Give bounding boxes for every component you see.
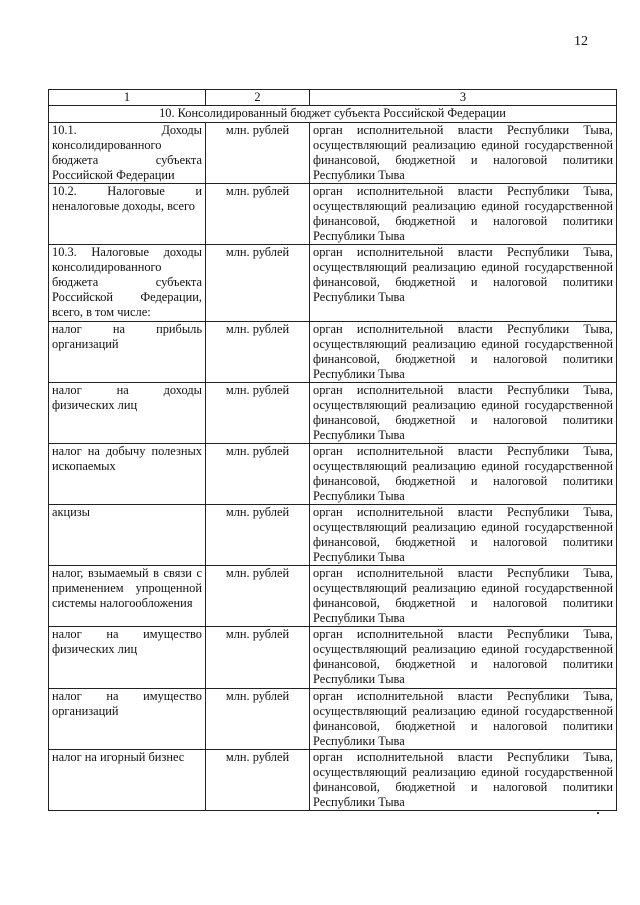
table-row — [49, 505, 617, 566]
responsible-body: орган исполнительной власти Республики Тыва, осуществляющий реализацию единой государственной финансовой, бюджетной и налоговой политики Республики Тыва — [310, 750, 617, 811]
section-title: 10. Консолидированный бюджет субъекта Российской Федерации — [49, 106, 617, 123]
table-row — [49, 123, 617, 184]
responsible-body: орган исполнительной власти Республики Тыва, осуществляющий реализацию единой государственной финансовой, бюджетной и налоговой политики Республики Тыва — [310, 566, 617, 627]
unit-of-measure: млн. рублей — [206, 123, 310, 184]
responsible-body: орган исполнительной власти Республики Тыва, осуществляющий реализацию единой государственной финансовой, бюджетной и налоговой политики Республики Тыва — [310, 627, 617, 689]
responsible-body: орган исполнительной власти Республики Тыва, осуществляющий реализацию единой государственной финансовой, бюджетной и налоговой политики Республики Тыва — [310, 444, 617, 505]
indicator-name: налог на добычу полезных ископаемых — [49, 444, 206, 505]
table-row — [49, 750, 617, 811]
table-row — [49, 566, 617, 627]
responsible-body: орган исполнительной власти Республики Тыва, осуществляющий реализацию единой государственной финансовой, бюджетной и налоговой политики Республики Тыва — [310, 383, 617, 444]
unit-of-measure: млн. рублей — [206, 505, 310, 566]
indicator-name: налог на доходы физических лиц — [49, 383, 206, 444]
unit-of-measure: млн. рублей — [206, 444, 310, 505]
unit-of-measure: млн. рублей — [206, 750, 310, 811]
responsible-body: орган исполнительной власти Республики Тыва, осуществляющий реализацию единой государственной финансовой, бюджетной и налоговой политики Республики Тыва — [310, 505, 617, 566]
unit-of-measure: млн. рублей — [206, 383, 310, 444]
page-number: 12 — [574, 34, 588, 49]
unit-of-measure: млн. рублей — [206, 184, 310, 245]
section-row — [49, 106, 617, 123]
indicator-name: 10.3. Налоговые доходы консолидированного бюджета субъекта Российской Федерации, всего, в том числе: — [49, 245, 206, 322]
indicator-name: налог на имущество организаций — [49, 689, 206, 750]
table-row — [49, 444, 617, 505]
column-number-1: 1 — [49, 90, 206, 106]
indicator-name: налог на прибыль организаций — [49, 322, 206, 383]
table-row — [49, 322, 617, 383]
unit-of-measure: млн. рублей — [206, 245, 310, 322]
unit-of-measure: млн. рублей — [206, 627, 310, 689]
table-row — [49, 383, 617, 444]
indicator-name: 10.1. Доходы консолидированного бюджета субъекта Российской Федерации — [49, 123, 206, 184]
table-row — [49, 627, 617, 689]
indicator-name: налог, взымаемый в связи с применением упрощенной системы налогообложения — [49, 566, 206, 627]
unit-of-measure: млн. рублей — [206, 322, 310, 383]
table-row — [49, 245, 617, 322]
column-number-3: 3 — [310, 90, 617, 106]
responsible-body: орган исполнительной власти Республики Тыва, осуществляющий реализацию единой государственной финансовой, бюджетной и налоговой политики Республики Тыва — [310, 322, 617, 383]
scan-speck — [597, 812, 599, 814]
responsible-body: орган исполнительной власти Республики Тыва, осуществляющий реализацию единой государственной финансовой, бюджетной и налоговой политики Республики Тыва — [310, 184, 617, 245]
column-number-2: 2 — [206, 90, 310, 106]
table-row — [49, 184, 617, 245]
indicator-name: 10.2. Налоговые и неналоговые доходы, всего — [49, 184, 206, 245]
table-row — [49, 689, 617, 750]
responsible-body: орган исполнительной власти Республики Тыва, осуществляющий реализацию единой государственной финансовой, бюджетной и налоговой политики Республики Тыва — [310, 245, 617, 322]
indicators-table — [48, 89, 617, 811]
indicator-name: акцизы — [49, 505, 206, 566]
indicator-name: налог на имущество физических лиц — [49, 627, 206, 689]
responsible-body: орган исполнительной власти Республики Тыва, осуществляющий реализацию единой государственной финансовой, бюджетной и налоговой политики Республики Тыва — [310, 123, 617, 184]
indicator-name: налог на игорный бизнес — [49, 750, 206, 811]
responsible-body: орган исполнительной власти Республики Тыва, осуществляющий реализацию единой государственной финансовой, бюджетной и налоговой политики Республики Тыва — [310, 689, 617, 750]
table-header-row — [49, 90, 617, 106]
unit-of-measure: млн. рублей — [206, 689, 310, 750]
unit-of-measure: млн. рублей — [206, 566, 310, 627]
